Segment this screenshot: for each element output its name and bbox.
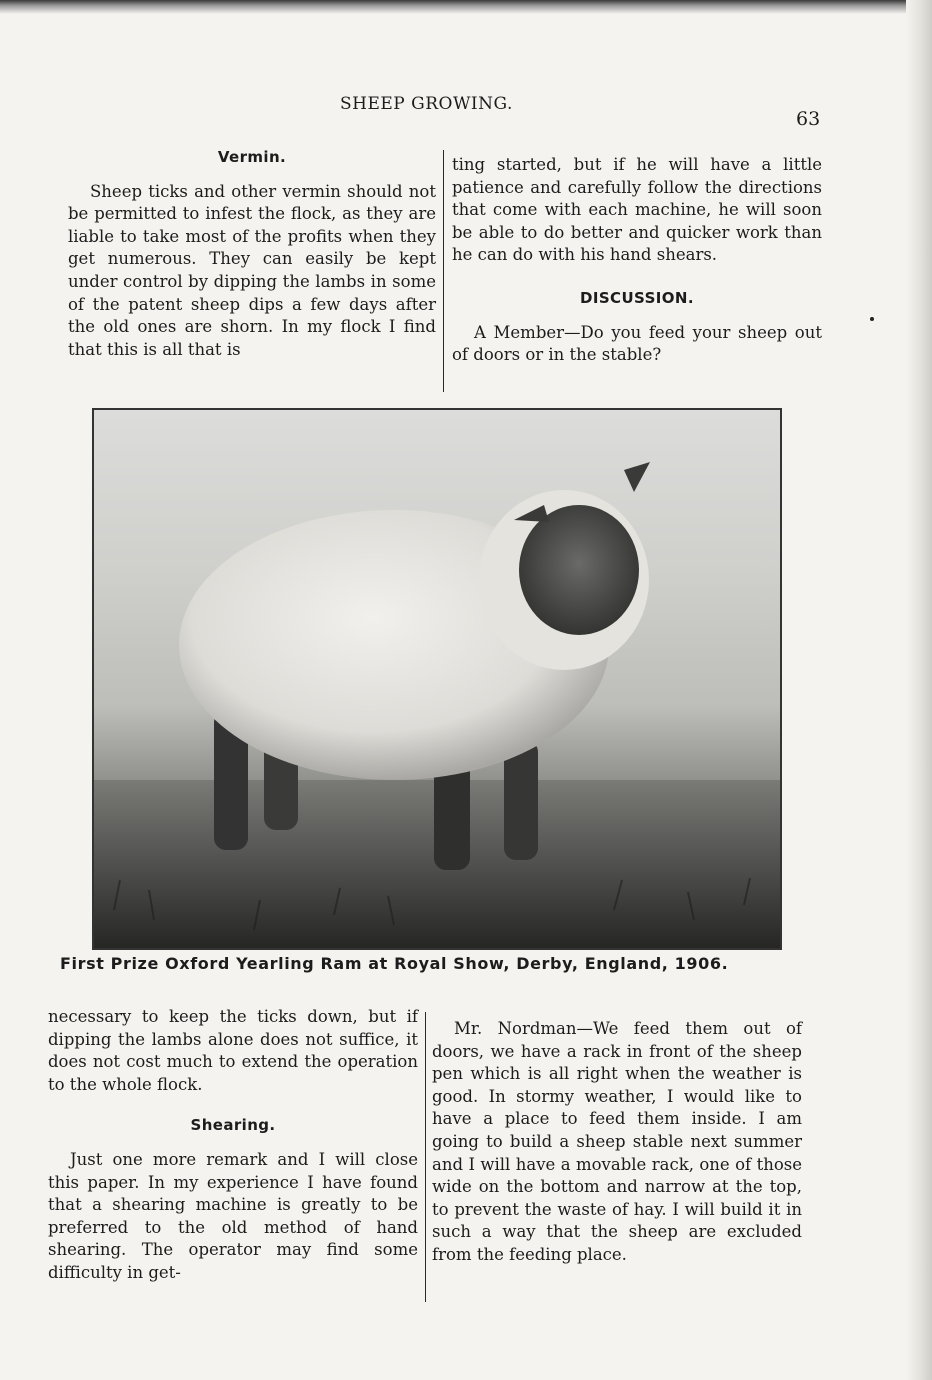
shearing-continuation: ting started, but if he will have a little patience and carefully follow the directions that come with each machine, he will soon be able to do better and quicker work than he can do with his hand shears. — [452, 155, 822, 265]
figure-caption: First Prize Oxford Yearling Ram at Royal Show, Derby, England, 1906. — [60, 954, 729, 973]
section-heading-discussion: DISCUSSION. — [580, 288, 694, 307]
nordman-answer: Mr. Nordman—We feed them out of doors, we have a rack in front of the sheep pen which is all right when the weather is good. In stormy weather, I would like to have a place to feed them inside. I am going to build a sheep stable next summer and I will have a movable rack, one of those wide on the bottom and narrow at the top, to prevent the waste of hay. I will build it in such a way that the sheep are excluded from the feeding place. — [432, 1019, 802, 1264]
member-question: A Member—Do you feed your sheep out of doors or in the stable? — [452, 322, 822, 365]
ram-illustration — [94, 410, 780, 948]
ink-speck — [870, 317, 874, 321]
lower-right-column — [432, 1018, 802, 1267]
section-heading-vermin: Vermin. — [217, 148, 287, 166]
ram-photograph — [92, 408, 782, 950]
column-rule-lower — [425, 1012, 426, 1302]
column-rule-upper — [443, 150, 444, 392]
upper-right-column — [452, 154, 822, 367]
vermin-paragraph: Sheep ticks and other vermin should not be permitted to infest the flock, as they are liable to take most of the profits when they get numerous. They can easily be kept under control by dipping the lambs in some of the patent sheep dips a few days after the old ones are shorn. In my flock I find that this is all that is — [68, 181, 436, 359]
page-right-edge — [906, 0, 932, 1380]
page-top-edge — [0, 0, 932, 14]
lower-left-column — [48, 1006, 418, 1285]
page-number: 63 — [796, 108, 821, 130]
running-title: SHEEP GROWING. — [340, 94, 513, 114]
ram-ear — [624, 462, 650, 492]
vermin-continuation: necessary to keep the ticks down, but if dipping the lambs alone does not suffice, it does not cost much to extend the operation to the whole flock. — [48, 1007, 418, 1094]
ram-face — [519, 505, 639, 635]
section-heading-shearing: Shearing. — [190, 1116, 276, 1135]
upper-left-column — [68, 146, 436, 361]
shearing-paragraph: Just one more remark and I will close this paper. In my experience I have found that a shearing machine is greatly to be preferred to the old method of hand shearing. The operator may find some difficulty in get- — [48, 1149, 418, 1282]
